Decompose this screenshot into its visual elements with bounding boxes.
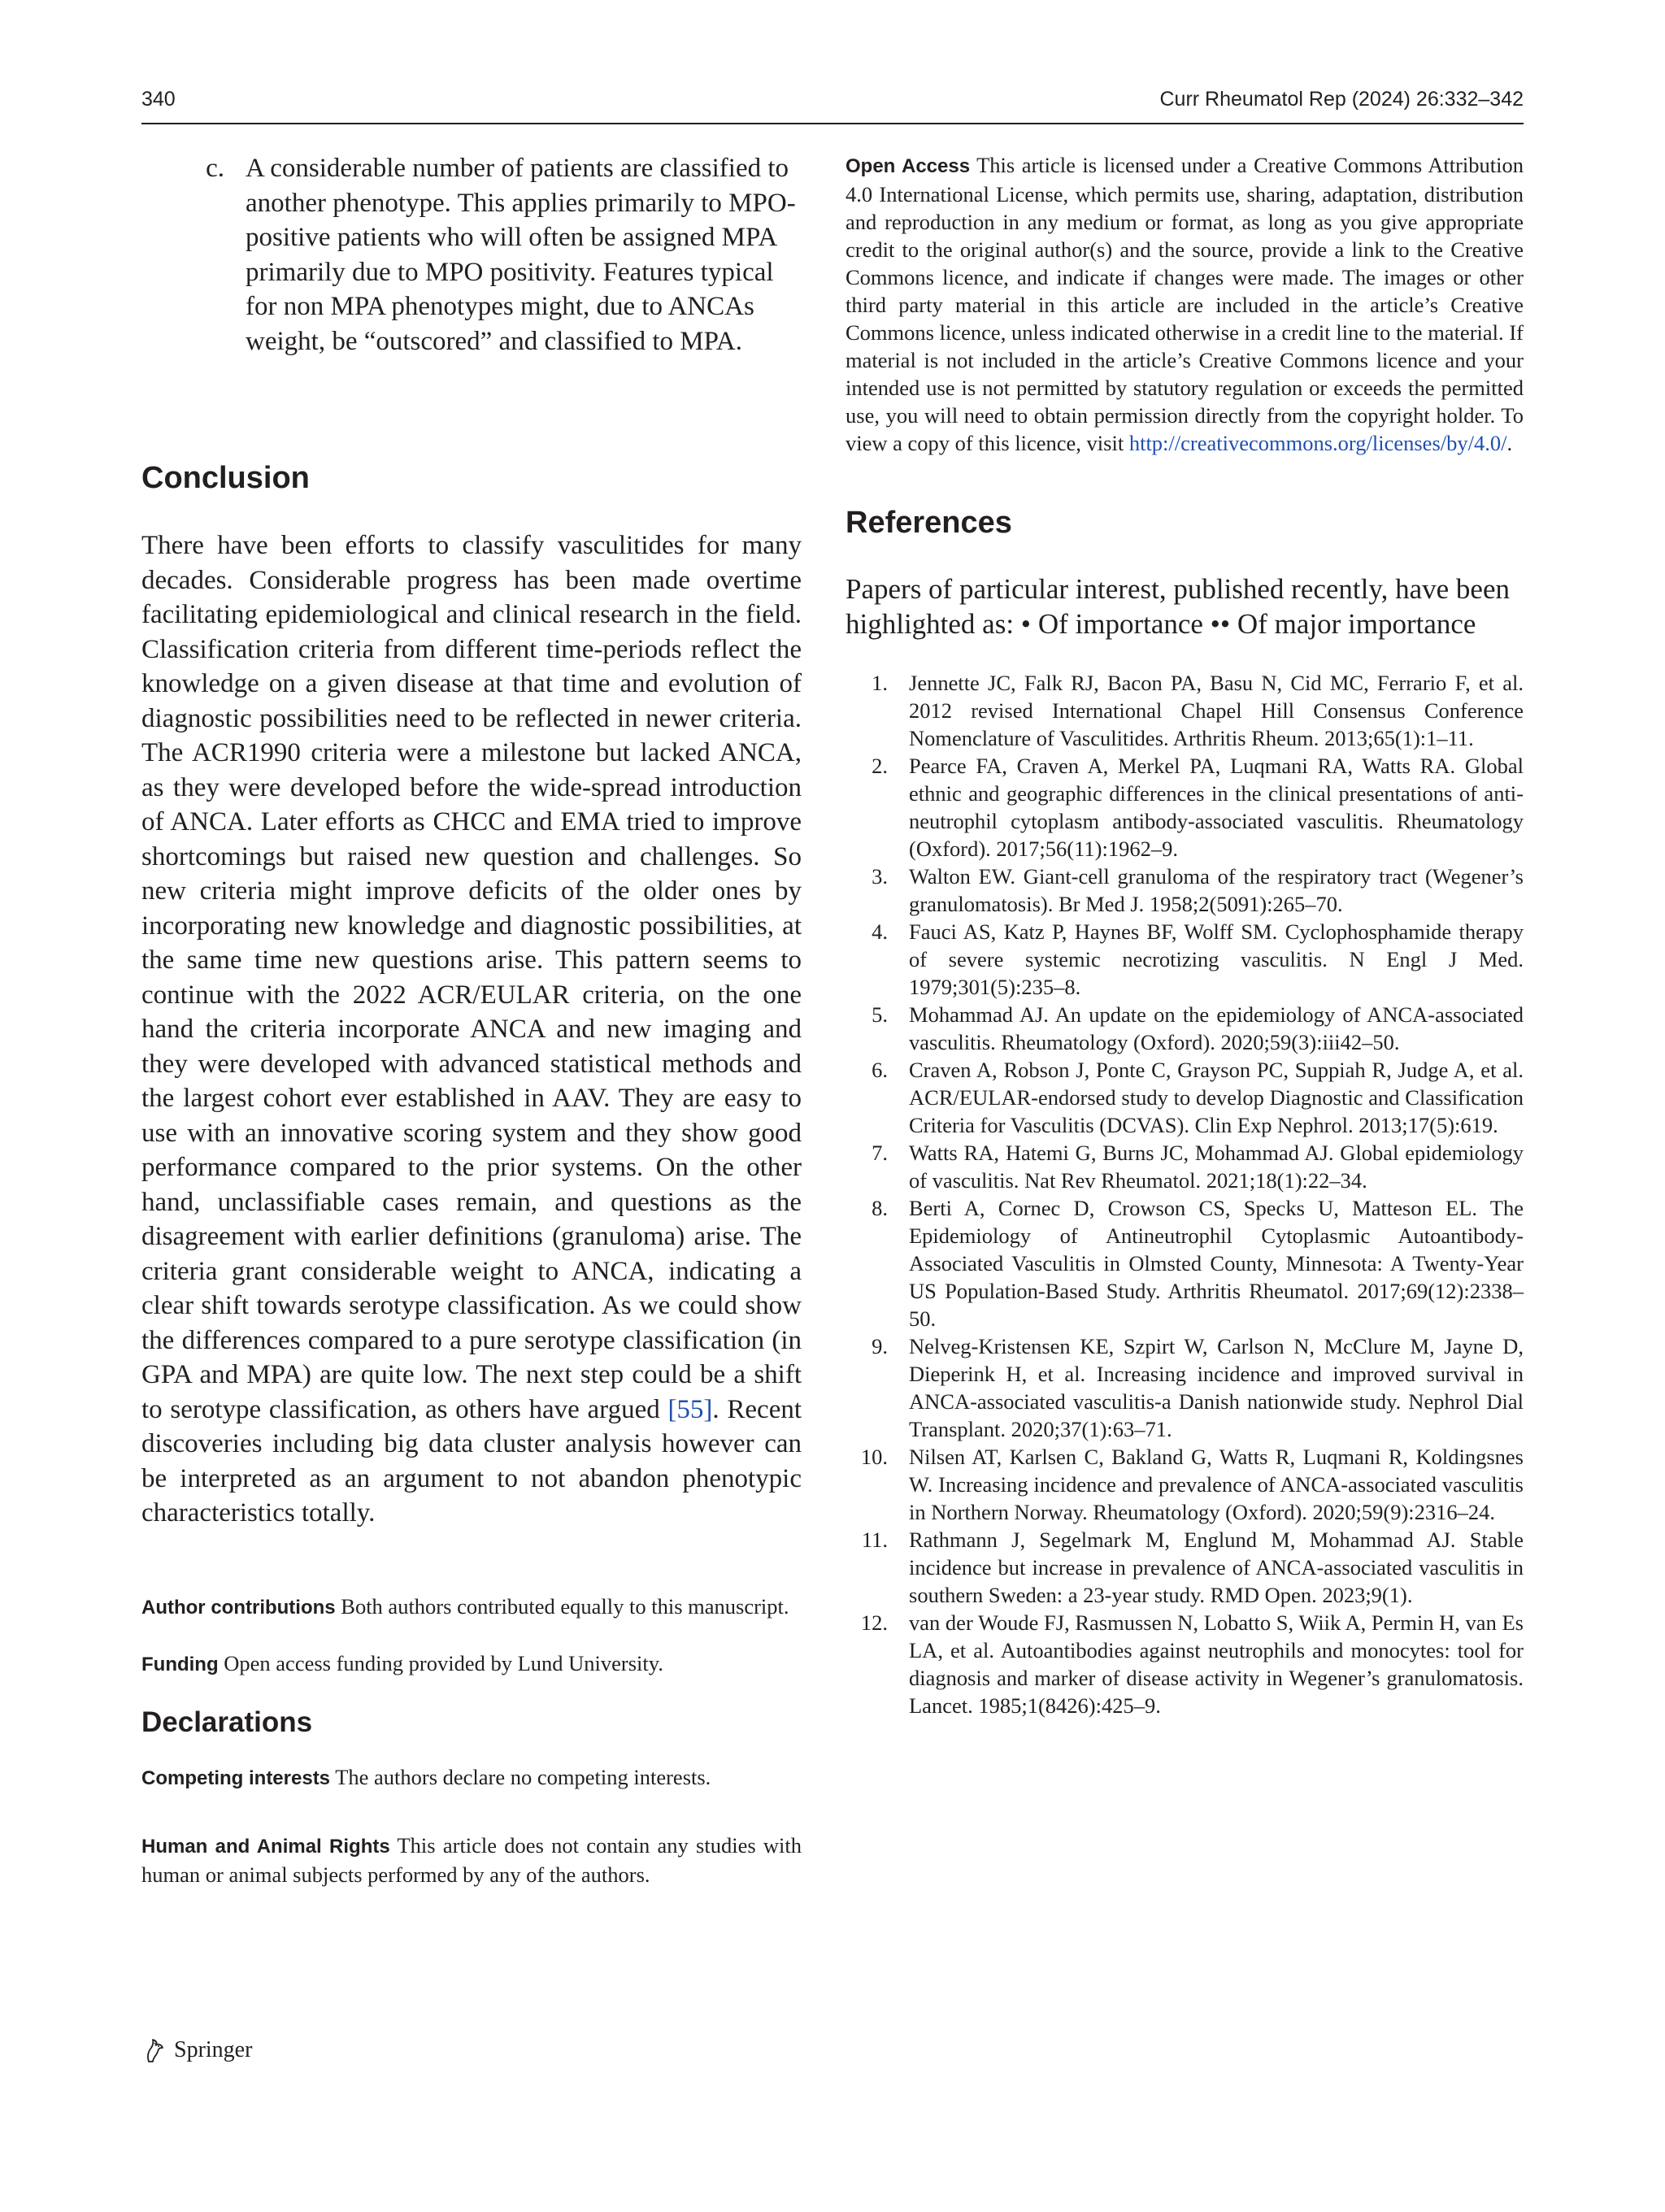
author-contributions (141, 1593, 802, 1622)
list-item-label: c. (206, 154, 224, 183)
conclusion-heading: Conclusion (141, 461, 310, 495)
reference-number: 8. (872, 1196, 888, 1220)
reference-number: 9. (872, 1334, 888, 1358)
reference-number: 5. (872, 1002, 888, 1027)
reference-item (846, 863, 1524, 918)
reference-item (846, 1443, 1524, 1526)
reference-number: 12. (860, 1610, 888, 1635)
human-animal-rights (141, 1832, 802, 1888)
list-item-text: A considerable number of patients are classified to another phenotype. This applies primarily to MPO-positive patients who will often be assigned MPA primarily due to MPO positivity. Features typical for non MPA phenotypes might, due to ANCAs weight, be “outscored” and classified to MPA. (246, 154, 796, 356)
conclusion-text-part2: . Recent discoveries including big data cluster analysis however can be interpreted as an argument to not abandon phenotypic characteristics totally. (141, 1394, 802, 1528)
license-link[interactable]: http://creativecommons.org/licenses/by/4.0/ (1128, 431, 1507, 455)
reference-text: Walton EW. Giant-cell granuloma of the respiratory tract (Wegener’s granulomatosis). Br Med J. 1958;2(5091):265–70. (909, 864, 1524, 916)
reference-text: Rathmann J, Segelmark M, Englund M, Mohammad AJ. Stable incidence but increase in prevalence of ANCA-associated vasculitis in southern Sweden: a 23-year study. RMD Open. 2023;9(1). (909, 1528, 1524, 1607)
conclusion-paragraph (141, 528, 802, 1531)
open-access-text: This article is licensed under a Creative Commons Attribution 4.0 International License, which permits use, sharing, adaptation, distribution and reproduction in any medium or format, as long as you give appropriate credit to the original author(s) and the source, provide a link to the Creative Commons licence, and indicate if changes were made. The images or other third party material in this article are included in the article’s Creative Commons licence, unless indicated otherwise in a credit line to the material. If material is not included in the article’s Creative Commons licence and your intended use is not permitted by statutory regulation or exceeds the permitted use, you will need to obtain permission directly from the copyright holder. To view a copy of this licence, visit (846, 153, 1524, 455)
reference-text: Fauci AS, Katz P, Haynes BF, Wolff SM. Cyclophosphamide therapy of severe systemic necrotizing vasculitis. N Engl J Med. 1979;301(5):235–8. (909, 919, 1524, 999)
competing-interests (141, 1763, 802, 1793)
reference-list (846, 669, 1524, 1719)
reference-text: Berti A, Cornec D, Crowson CS, Specks U, Matteson EL. The Epidemiology of Antineutrophil Cytoplasmic Autoantibody-Associated Vasculitis in Olmsted County, Minnesota: A Twenty-Year US Population-Based Study. Arthritis Rheumatol. 2017;69(12):2338–50. (909, 1196, 1524, 1331)
conclusion-text-part1: There have been efforts to classify vasculitides for many decades. Considerable progress has been made overtime facilitating epidemiological and clinical research in the field. Classification criteria from different time-periods reflect the knowledge on a given disease at that time and evolution of diagnostic possibilities need to be reflected in newer criteria. The ACR1990 criteria were a milestone but lacked ANCA, as they were developed before the wide-spread introduction of ANCA. Later efforts as CHCC and EMA tried to improve shortcomings but raised new question and challenges. So new criteria might improve deficits of the older ones by incorporating new knowledge and diagnostic possibilities, at the same time new questions arise. This pattern seems to continue with the 2022 ACR/EULAR criteria, on the one hand the criteria incorporate ANCA and new imaging and they were developed with advanced statistical methods and the largest cohort ever established in AAV. They are easy to use with an innovative scoring system and they show good performance compared to the prior systems. On the other hand, unclassifiable cases remain, and questions as the disagreement with earlier definitions (granuloma) arise. The criteria grant considerable weight to ANCA, indicating a clear shift towards serotype classification. As we could show the differences compared to a pure serotype classification (in GPA and MPA) are quite low. The next step could be a shift to serotype classification, as others have argued (141, 531, 802, 1424)
reference-item (846, 1194, 1524, 1332)
reference-item (846, 1526, 1524, 1609)
open-access-label: Open Access (846, 155, 971, 177)
competing-interests-text: The authors declare no competing interests. (335, 1764, 711, 1789)
author-contributions-text: Both authors contributed equally to this manuscript. (341, 1593, 789, 1619)
citation-link-55[interactable]: [55] (667, 1394, 713, 1424)
reference-number: 11. (861, 1528, 888, 1552)
reference-text: Nelveg-Kristensen KE, Szpirt W, Carlson N, McClure M, Jayne D, Dieperink H, et al. Increasing incidence and improved survival in ANCA-associated vasculitis-a Danish nationwide study. Nephrol Dial Transplant. 2020;37(1):63–71. (909, 1334, 1524, 1441)
right-column (846, 151, 1524, 1719)
list-item-c (179, 151, 802, 359)
page-header (141, 88, 1524, 120)
reference-number: 2. (872, 754, 888, 778)
human-animal-rights-label: Human and Animal Rights (141, 1835, 390, 1858)
reference-item (846, 752, 1524, 863)
reference-text: Jennette JC, Falk RJ, Bacon PA, Basu N, Cid MC, Ferrario F, et al. 2012 revised International Chapel Hill Consensus Conference Nomenclature of Vasculitides. Arthritis Rheum. 2013;65(1):1–11. (909, 671, 1524, 750)
references-heading: References (846, 506, 1012, 540)
reference-item (846, 1332, 1524, 1443)
publisher-name: Springer (174, 2037, 253, 2062)
reference-text: Mohammad AJ. An update on the epidemiology of ANCA-associated vasculitis. Rheumatology (Oxford). 2020;59(3):iii42–50. (909, 1002, 1524, 1054)
reference-item (846, 1139, 1524, 1194)
page-number: 340 (141, 88, 176, 111)
reference-item (846, 1001, 1524, 1056)
funding-label: Funding (141, 1653, 219, 1675)
page-footer (141, 2034, 252, 2066)
reference-number: 3. (872, 864, 888, 889)
reference-item (846, 918, 1524, 1001)
reference-number: 4. (872, 919, 888, 944)
open-access-end: . (1506, 431, 1513, 455)
funding (141, 1649, 802, 1679)
reference-number: 6. (872, 1058, 888, 1082)
left-column (141, 151, 802, 1888)
springer-horse-icon (141, 2036, 166, 2064)
reference-item (846, 1609, 1524, 1719)
reference-item (846, 669, 1524, 752)
reference-text: Watts RA, Hatemi G, Burns JC, Mohammad AJ. Global epidemiology of vasculitis. Nat Rev Rheumatol. 2021;18(1):22–34. (909, 1141, 1524, 1193)
reference-item (846, 1056, 1524, 1139)
reference-text: Nilsen AT, Karlsen C, Bakland G, Watts R, Luqmani R, Koldingsnes W. Increasing incidence and prevalence of ANCA-associated vasculitis in Northern Norway. Rheumatology (Oxford). 2020;59(9):2316–24. (909, 1445, 1524, 1524)
header-rule (141, 123, 1524, 124)
reference-number: 1. (872, 671, 888, 695)
references-intro: Papers of particular interest, published recently, have been highlighted as: • Of importance •• Of major importance (846, 573, 1510, 640)
reference-number: 10. (860, 1445, 888, 1469)
declarations-heading: Declarations (141, 1706, 313, 1738)
human-animal-rights-text: This article does not contain any studies with human or animal subjects performed by any of the authors. (141, 1832, 802, 1887)
reference-text: Craven A, Robson J, Ponte C, Grayson PC, Suppiah R, Judge A, et al. ACR/EULAR-endorsed study to develop Diagnostic and Classification Criteria for Vasculitis (DCVAS). Clin Exp Nephrol. 2013;17(5):619. (909, 1058, 1524, 1137)
open-access-notice (846, 151, 1524, 457)
journal-reference: Curr Rheumatol Rep (2024) 26:332–342 (1159, 88, 1524, 111)
competing-interests-label: Competing interests (141, 1767, 331, 1789)
reference-number: 7. (872, 1141, 888, 1165)
reference-text: van der Woude FJ, Rasmussen N, Lobatto S, Wiik A, Permin H, van Es LA, et al. Autoantibodies against neutrophils and monocytes: tool for diagnosis and marker of disease activity in Wegener’s granulomatosis. Lancet. 1985;1(8426):425–9. (909, 1610, 1524, 1718)
author-contributions-label: Author contributions (141, 1596, 336, 1619)
reference-text: Pearce FA, Craven A, Merkel PA, Luqmani RA, Watts RA. Global ethnic and geographic differences in the clinical presentations of anti-neutrophil cytoplasm antibody-associated vasculitis. Rheumatology (Oxford). 2017;56(11):1962–9. (909, 754, 1524, 861)
funding-text: Open access funding provided by Lund University. (224, 1650, 663, 1675)
